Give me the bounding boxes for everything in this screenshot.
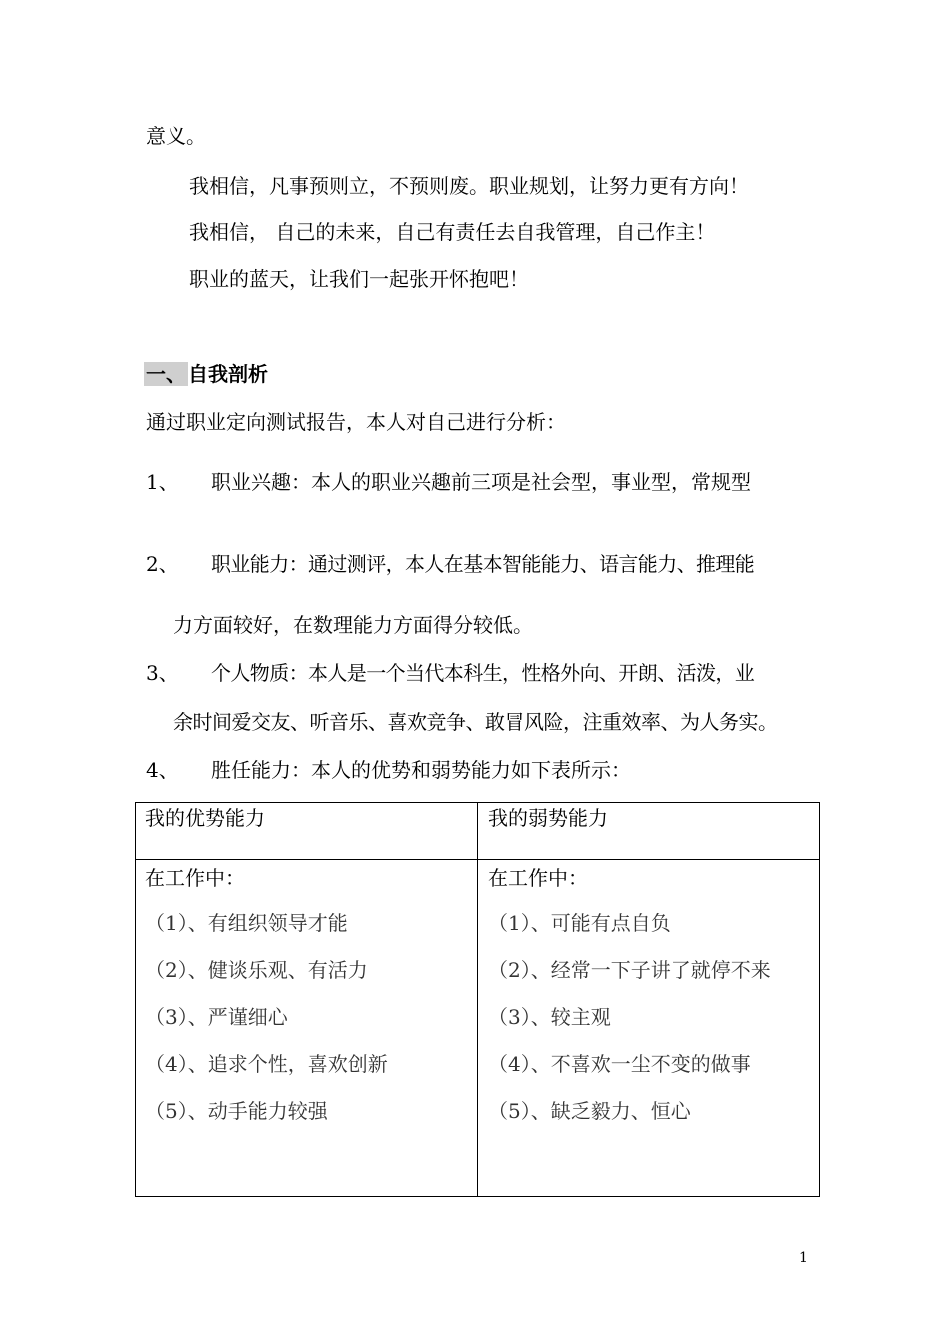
weakness-item: （5）、缺乏毅力、恒心 <box>488 1099 691 1123</box>
section-lead: 通过职业定向测试报告，本人对自己进行分析： <box>146 410 566 434</box>
list-item-continuation: 力方面较好，在数理能力方面得分较低。 <box>173 613 533 637</box>
strength-item: （5）、动手能力较强 <box>145 1099 328 1123</box>
intro-line-3: 职业的蓝天，让我们一起张开怀抱吧！ <box>189 267 529 291</box>
intro-line-1: 我相信，凡事预则立，不预则废。职业规划，让努力更有方向！ <box>189 174 749 198</box>
list-item-number: 4、 <box>146 758 179 782</box>
table-header-weaknesses: 我的弱势能力 <box>488 806 608 830</box>
strength-item: （2）、健谈乐观、有活力 <box>145 958 368 982</box>
section-heading <box>144 362 268 386</box>
strength-item: （3）、严谨细心 <box>145 1005 288 1029</box>
weaknesses-intro: 在工作中： <box>488 866 588 890</box>
strength-item: （4）、追求个性，喜欢创新 <box>145 1052 388 1076</box>
weakness-item: （1）、可能有点自负 <box>488 911 671 935</box>
list-item-text: 职业能力：通过测评，本人在基本智能能力、语言能力、推理能 <box>211 552 755 576</box>
strengths-intro: 在工作中： <box>145 866 245 890</box>
table-header-strengths: 我的优势能力 <box>145 806 265 830</box>
list-item-number: 2、 <box>146 552 179 576</box>
intro-line-2: 我相信， 自己的未来，自己有责任去自我管理，自己作主！ <box>189 220 716 244</box>
weakness-item: （2）、经常一下子讲了就停不来 <box>488 958 771 982</box>
page-number: 1 <box>799 1250 808 1266</box>
weakness-item: （4）、不喜欢一尘不变的做事 <box>488 1052 751 1076</box>
table-border-right <box>819 802 820 1197</box>
intro-line-0: 意义。 <box>146 124 206 148</box>
list-item-continuation: 余时间爱交友、听音乐、喜欢竞争、敢冒风险，注重效率、为人务实。 <box>173 710 778 734</box>
section-number: 一、 <box>146 362 186 386</box>
list-item-text: 胜任能力：本人的优势和弱势能力如下表所示： <box>211 758 631 782</box>
weakness-item: （3）、较主观 <box>488 1005 611 1029</box>
list-item-text: 职业兴趣：本人的职业兴趣前三项是社会型，事业型，常规型 <box>211 470 751 494</box>
list-item-text: 个人物质：本人是一个当代本科生，性格外向、开朗、活泼，业 <box>211 661 755 685</box>
list-item-number: 1、 <box>146 470 179 494</box>
table-border-left <box>135 802 136 1197</box>
table-column-divider <box>477 802 478 1197</box>
list-item-number: 3、 <box>146 661 179 685</box>
strength-item: （1）、有组织领导才能 <box>145 911 348 935</box>
section-title: 自我剖析 <box>188 362 268 386</box>
